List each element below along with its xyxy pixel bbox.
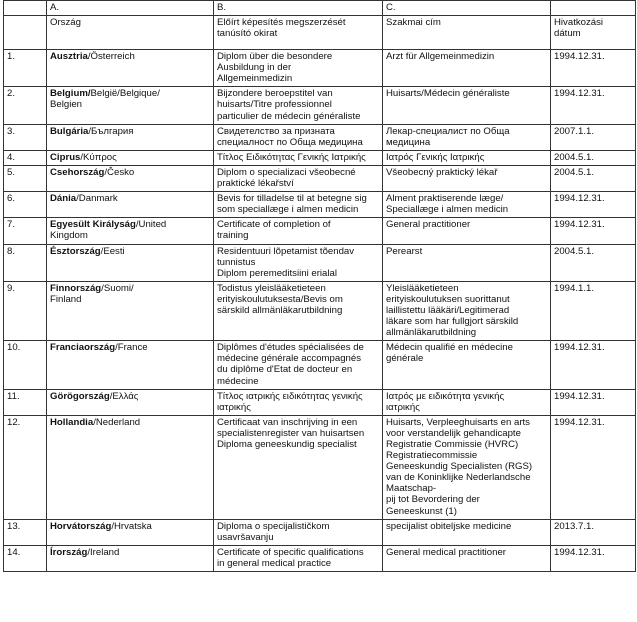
diploma-cell-line: Bevis for tilladelse til at betegne sig	[217, 193, 367, 205]
row-number: 7.	[4, 218, 47, 244]
table-row	[4, 150, 636, 165]
diploma-cell-line: erityiskoulutuksesta/Bevis om	[217, 293, 343, 305]
diploma-cell-line: usavršavanju	[217, 531, 274, 543]
title-cell	[383, 150, 551, 165]
diploma-cell-line: Certificaat van inschrijving in een	[217, 416, 358, 428]
country-name-hu: Bulgária	[50, 125, 89, 137]
diploma-cell-line: Diplômes d'études spécialisées de	[217, 342, 364, 354]
title-cell-line: Všeobecný praktický lékař	[386, 166, 498, 178]
country-name-hu: Finnország	[50, 282, 102, 294]
reference-date: 2013.7.1.	[551, 519, 636, 545]
country-cell	[47, 281, 214, 340]
title-cell-line: Ιατρός με ειδικότητα γενικής	[386, 390, 505, 402]
diploma-cell-line: särskild allmänläkarutbildning	[217, 304, 343, 316]
title-cell	[383, 50, 551, 87]
diploma-cell-line: du diplôme d'Etat de docteur en	[217, 364, 353, 376]
reference-date: 1994.1.1.	[551, 281, 636, 340]
column-letter-b: B.	[214, 1, 383, 16]
title-cell-line: Geneeskunst (1)	[386, 505, 457, 517]
table-row	[4, 341, 636, 389]
title-cell-line: Maatschap-	[386, 483, 437, 495]
diploma-cell-line: particulier de médecin généraliste	[217, 110, 361, 122]
reference-date: 1994.12.31.	[551, 389, 636, 415]
diploma-cell-line: Certificate of completion of	[217, 219, 331, 231]
diploma-cell-line: huisarts/Titre professionnel	[217, 99, 332, 111]
table-row	[4, 87, 636, 124]
title-cell-line: Alment praktiserende læge/	[386, 193, 504, 205]
table-row	[4, 389, 636, 415]
country-cell	[47, 389, 214, 415]
country-name-local: Kingdom	[50, 230, 88, 242]
diploma-cell-line: Diplom o specializaci všeobecné	[217, 166, 356, 178]
title-cell	[383, 124, 551, 150]
country-name-local: /Österreich	[87, 51, 135, 63]
country-name-local: /Ireland	[87, 546, 120, 558]
country-name-local: /Eesti	[100, 245, 125, 257]
title-cell-line: Perearst	[386, 245, 423, 257]
diploma-cell	[214, 218, 383, 244]
country-name-local: Belgien	[50, 99, 83, 111]
title-cell	[383, 244, 551, 281]
column-letter-a: A.	[47, 1, 214, 16]
diploma-cell-line: Τίτλος ιατρικής ειδικότητας γενικής	[217, 390, 363, 402]
country-cell	[47, 341, 214, 389]
diploma-cell-line: Τίτλος Ειδικότητας Γενικής Ιατρικής	[217, 151, 366, 163]
row-number: 14.	[4, 545, 47, 571]
diploma-cell-line: Diploma geneeskundig specialist	[217, 439, 357, 450]
country-name-hu: Egyesült Királyság	[50, 219, 136, 231]
title-cell	[383, 281, 551, 340]
country-name-hu: Horvátország	[50, 520, 112, 532]
title-cell-line: General medical practitioner	[386, 546, 506, 558]
diploma-cell-line: Certificate of specific qualifications	[217, 546, 364, 558]
country-cell	[47, 150, 214, 165]
title-cell	[383, 389, 551, 415]
title-cell	[383, 545, 551, 571]
title-cell	[383, 415, 551, 519]
country-name-local: /Ελλάς	[109, 390, 139, 402]
row-number: 1.	[4, 50, 47, 87]
reference-date: 1994.12.31.	[551, 341, 636, 389]
country-name-local: /България	[88, 125, 134, 137]
diploma-cell-line: Diplom peremeditsiini erialal	[217, 267, 337, 279]
country-cell	[47, 218, 214, 244]
table-row	[4, 545, 636, 571]
diploma-cell	[214, 50, 383, 87]
reference-date: 2004.5.1.	[551, 165, 636, 191]
diploma-cell-line: som speciallæge i almen medicin	[217, 204, 359, 216]
diploma-cell	[214, 192, 383, 218]
table-row	[4, 192, 636, 218]
row-number: 5.	[4, 165, 47, 191]
country-cell	[47, 192, 214, 218]
diploma-cell	[214, 341, 383, 389]
table-row	[4, 281, 636, 340]
country-name-hu: Franciaország	[50, 342, 116, 354]
diploma-cell	[214, 150, 383, 165]
row-number: 3.	[4, 124, 47, 150]
row-number: 8.	[4, 244, 47, 281]
row-number: 4.	[4, 150, 47, 165]
row-number: 9.	[4, 281, 47, 340]
diploma-cell	[214, 281, 383, 340]
country-name-hu: Ciprus	[50, 151, 81, 163]
diploma-cell	[214, 389, 383, 415]
corner-cell	[4, 1, 47, 16]
title-header: Szakmai cím	[383, 16, 551, 50]
title-cell	[383, 218, 551, 244]
title-cell-line: Лекар-специалист по Обща	[386, 125, 510, 137]
country-name-local: /United	[135, 219, 167, 231]
title-cell	[383, 519, 551, 545]
diploma-cell	[214, 87, 383, 124]
diploma-cell-line: Свидетелство за призната	[217, 125, 335, 137]
country-name-local: /Hrvatska	[111, 520, 152, 532]
column-title-row	[4, 16, 636, 50]
reference-date: 1994.12.31.	[551, 50, 636, 87]
title-cell-line: Yleislääketieteen	[386, 282, 459, 294]
reference-date: 2004.5.1.	[551, 244, 636, 281]
country-name-local: /Česko	[104, 166, 135, 178]
title-cell-line: voor verstandelijk gehandicapte	[386, 427, 521, 439]
table-body	[4, 50, 636, 572]
title-cell-line: ιατρικής	[386, 401, 420, 413]
country-name-local: /Danmark	[76, 193, 118, 205]
diploma-cell-line: Diploma o specijalističkom	[217, 520, 330, 532]
country-cell	[47, 87, 214, 124]
row-number: 6.	[4, 192, 47, 218]
title-cell-line: Speciallæge i almen medicin	[386, 204, 509, 216]
country-name-hu: Írország	[50, 546, 88, 558]
table-row	[4, 124, 636, 150]
title-cell-line: pij tot Bevordering der	[386, 494, 480, 506]
title-cell-line: Médecin qualifié en médecine	[386, 342, 513, 354]
country-name-local: België/Belgique/	[90, 88, 160, 100]
diploma-cell	[214, 415, 383, 519]
title-cell-line: läkare som har fullgjort särskild	[386, 316, 519, 328]
row-number: 2.	[4, 87, 47, 124]
diploma-cell-line: Bijzondere beroepstitel van	[217, 88, 333, 100]
table-row	[4, 415, 636, 519]
country-name-hu: Észtország	[50, 245, 101, 257]
title-cell-line: générale	[386, 353, 424, 365]
row-number: 13.	[4, 519, 47, 545]
title-cell-line: laillistettu lääkäri/Legitimerad	[386, 304, 510, 316]
reference-date: 1994.12.31.	[551, 87, 636, 124]
country-cell	[47, 545, 214, 571]
table-row	[4, 519, 636, 545]
row-number: 11.	[4, 389, 47, 415]
country-cell	[47, 244, 214, 281]
title-cell	[383, 87, 551, 124]
country-cell	[47, 519, 214, 545]
reference-date: 1994.12.31.	[551, 218, 636, 244]
diploma-cell-line: специалност по Обща медицина	[217, 136, 363, 148]
table-row	[4, 218, 636, 244]
date-header: Hivatkozási dátum	[551, 16, 636, 50]
title-cell-line: Ιατρός Γενικής Ιατρικής	[386, 151, 485, 163]
diploma-cell	[214, 124, 383, 150]
title-cell-line: Geneeskundig Specialisten (RGS)	[386, 461, 533, 473]
diploma-cell	[214, 545, 383, 571]
country-name-hu: Görögország	[50, 390, 110, 402]
title-cell-line: Huisarts/Médecin généraliste	[386, 88, 510, 100]
diploma-cell-line: médecine	[217, 375, 259, 387]
diploma-cell-line: Ausbildung in der	[217, 62, 292, 74]
country-name-local: /Nederland	[93, 416, 141, 428]
country-name-hu: Dánia	[50, 193, 77, 205]
diploma-cell-line: training	[217, 230, 249, 242]
reference-date: 1994.12.31.	[551, 415, 636, 519]
diploma-cell-line: specialistenregister van huisartsen	[217, 427, 365, 439]
number-header	[4, 16, 47, 50]
title-cell	[383, 192, 551, 218]
diploma-cell-line: tunnistus	[217, 256, 256, 268]
diploma-cell	[214, 165, 383, 191]
title-cell-line: медицина	[386, 136, 431, 148]
table-row	[4, 165, 636, 191]
title-cell-line: Registratiecommissie	[386, 450, 478, 462]
reference-date: 1994.12.31.	[551, 545, 636, 571]
diploma-header: Előírt képesítés megszerzését tanúsító okirat	[214, 16, 383, 50]
row-number: 10.	[4, 341, 47, 389]
country-name-hu: Csehország	[50, 166, 105, 178]
diploma-cell-line: Residentuuri lõpetamist tõendav	[217, 245, 355, 257]
reference-date: 2004.5.1.	[551, 150, 636, 165]
title-cell-line: van de Koninklijke Nederlandsche	[386, 472, 531, 484]
column-letter-c: C.	[383, 1, 551, 16]
qualification-table	[3, 0, 636, 572]
country-cell	[47, 165, 214, 191]
title-cell-line: Registratie Commissie (HVRC)	[386, 439, 519, 450]
country-cell	[47, 50, 214, 87]
country-header: Ország	[47, 16, 214, 50]
country-name-local: /France	[115, 342, 148, 354]
title-cell-line: erityiskoulutuksen suorittanut	[386, 293, 510, 305]
column-letter-blank	[551, 1, 636, 16]
diploma-cell-line: Diplom über die besondere	[217, 51, 333, 63]
diploma-cell	[214, 519, 383, 545]
diploma-cell-line: Todistus yleislääketieteen	[217, 282, 326, 294]
country-name-hu: Ausztria	[50, 51, 88, 63]
diploma-cell-line: in general medical practice	[217, 557, 332, 569]
country-name-hu: Hollandia	[50, 416, 94, 428]
title-cell-line: allmänläkarutbildning	[386, 327, 477, 339]
diploma-cell-line: Allgemeinmedizin	[217, 73, 293, 85]
diploma-cell-line: ιατρικής	[217, 401, 251, 413]
column-letter-row	[4, 1, 636, 16]
title-cell	[383, 341, 551, 389]
title-cell	[383, 165, 551, 191]
country-name-local: Finland	[50, 293, 82, 305]
diploma-cell-line: praktické lékařství	[217, 178, 294, 190]
diploma-cell-line: médecine générale accompagnés	[217, 353, 361, 365]
country-name-hu: Belgium/	[50, 88, 91, 100]
reference-date: 1994.12.31.	[551, 192, 636, 218]
title-cell-line: specijalist obiteljske medicine	[386, 520, 512, 532]
table-row	[4, 244, 636, 281]
country-cell	[47, 415, 214, 519]
diploma-cell	[214, 244, 383, 281]
country-name-local: /Suomi/	[101, 282, 134, 294]
table-row	[4, 50, 636, 87]
reference-date: 2007.1.1.	[551, 124, 636, 150]
country-cell	[47, 124, 214, 150]
title-cell-line: General practitioner	[386, 219, 471, 231]
row-number: 12.	[4, 415, 47, 519]
title-cell-line: Arzt für Allgemeinmedizin	[386, 51, 495, 63]
title-cell-line: Huisarts, Verpleeghuisarts en arts	[386, 416, 530, 428]
country-name-local: /Κύπρος	[80, 151, 117, 163]
